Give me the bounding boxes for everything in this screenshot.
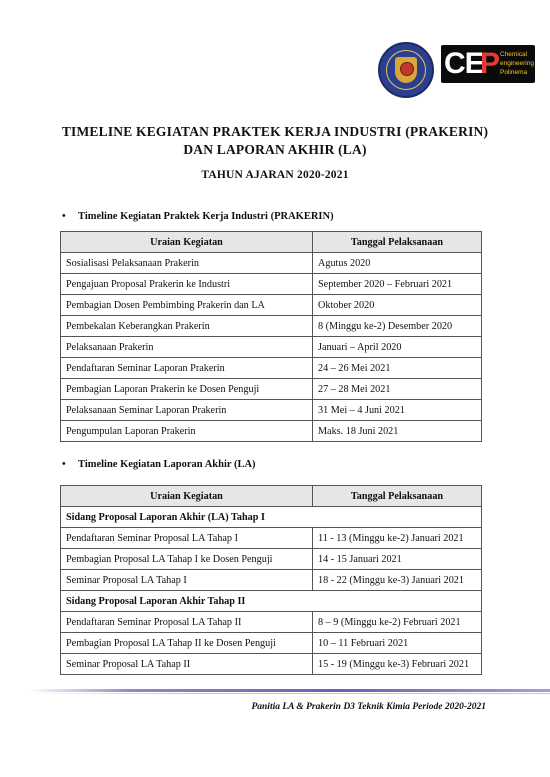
column-header-date: Tanggal Pelaksanaan bbox=[313, 486, 482, 507]
cep-logo-p: P bbox=[480, 47, 501, 80]
bullet-icon: • bbox=[62, 211, 66, 222]
date-cell: 27 – 28 Mei 2021 bbox=[313, 379, 482, 400]
table-header-row bbox=[61, 232, 482, 253]
table-row bbox=[61, 528, 482, 549]
activity-cell: Pendaftaran Seminar Proposal LA Tahap II bbox=[61, 612, 313, 633]
date-cell: 8 (Minggu ke-2) Desember 2020 bbox=[313, 316, 482, 337]
section-heading-la bbox=[62, 459, 256, 470]
section-heading-text: Timeline Kegiatan Laporan Akhir (LA) bbox=[78, 459, 256, 470]
polinema-seal-icon bbox=[378, 42, 434, 98]
column-header-date: Tanggal Pelaksanaan bbox=[313, 232, 482, 253]
activity-cell: Pelaksanaan Prakerin bbox=[61, 337, 313, 358]
document-title-line-1: TIMELINE KEGIATAN PRAKTEK KERJA INDUSTRI (PRAKERIN) bbox=[61, 124, 489, 139]
date-cell: Oktober 2020 bbox=[313, 295, 482, 316]
table-row bbox=[61, 654, 482, 675]
date-cell: Agutus 2020 bbox=[313, 253, 482, 274]
table-row bbox=[61, 400, 482, 421]
section-heading-prakerin bbox=[62, 211, 334, 222]
page-footer: Panitia LA & Prakerin D3 Teknik Kimia Periode 2020-2021 bbox=[251, 702, 486, 712]
cep-logo-ce: CE bbox=[444, 47, 484, 80]
cep-logo bbox=[441, 45, 535, 83]
document-title-line-2: DAN LAPORAN AKHIR (LA) bbox=[183, 142, 367, 157]
column-header-activity: Uraian Kegiatan bbox=[61, 232, 313, 253]
bullet-icon: • bbox=[62, 459, 66, 470]
table-row bbox=[61, 633, 482, 654]
cep-logo-tagline bbox=[500, 50, 534, 77]
table-row bbox=[61, 379, 482, 400]
activity-cell: Pendaftaran Seminar Laporan Prakerin bbox=[61, 358, 313, 379]
activity-cell: Pengumpulan Laporan Prakerin bbox=[61, 421, 313, 442]
activity-cell: Pembekalan Keberangkan Prakerin bbox=[61, 316, 313, 337]
table-row bbox=[61, 295, 482, 316]
column-header-activity: Uraian Kegiatan bbox=[61, 486, 313, 507]
group-title-cell: Sidang Proposal Laporan Akhir (LA) Tahap I bbox=[61, 507, 482, 528]
date-cell: 14 - 15 Januari 2021 bbox=[313, 549, 482, 570]
activity-cell: Pengajuan Proposal Prakerin ke Industri bbox=[61, 274, 313, 295]
seal-gear-icon bbox=[400, 62, 414, 76]
cep-tag-line-1: Chemical bbox=[500, 51, 528, 58]
table-row bbox=[61, 358, 482, 379]
activity-cell: Pembagian Proposal LA Tahap II ke Dosen Penguji bbox=[61, 633, 313, 654]
activity-cell: Pembagian Proposal LA Tahap I ke Dosen Penguji bbox=[61, 549, 313, 570]
document-subtitle-year: TAHUN AJARAN 2020-2021 bbox=[201, 169, 349, 181]
activity-cell: Pelaksanaan Seminar Laporan Prakerin bbox=[61, 400, 313, 421]
la-timeline-table bbox=[60, 485, 482, 675]
table-row bbox=[61, 549, 482, 570]
date-cell: 11 - 13 (Minggu ke-2) Januari 2021 bbox=[313, 528, 482, 549]
table-header-row bbox=[61, 486, 482, 507]
activity-cell: Seminar Proposal LA Tahap I bbox=[61, 570, 313, 591]
date-cell: September 2020 – Februari 2021 bbox=[313, 274, 482, 295]
activity-cell: Pendaftaran Seminar Proposal LA Tahap I bbox=[61, 528, 313, 549]
date-cell: 24 – 26 Mei 2021 bbox=[313, 358, 482, 379]
table-group-row bbox=[61, 507, 482, 528]
group-title-cell: Sidang Proposal Laporan Akhir Tahap II bbox=[61, 591, 482, 612]
date-cell: 15 - 19 (Minggu ke-3) Februari 2021 bbox=[313, 654, 482, 675]
date-cell: 18 - 22 (Minggu ke-3) Januari 2021 bbox=[313, 570, 482, 591]
date-cell: 10 – 11 Februari 2021 bbox=[313, 633, 482, 654]
section-heading-text: Timeline Kegiatan Praktek Kerja Industri (PRAKERIN) bbox=[78, 211, 334, 222]
activity-cell: Sosialisasi Pelaksanaan Prakerin bbox=[61, 253, 313, 274]
table-row bbox=[61, 274, 482, 295]
activity-cell: Pembagian Dosen Pembimbing Prakerin dan LA bbox=[61, 295, 313, 316]
cep-tag-line-2: engineering bbox=[500, 60, 534, 67]
table-row bbox=[61, 570, 482, 591]
date-cell: Maks. 18 Juni 2021 bbox=[313, 421, 482, 442]
footer-divider bbox=[28, 689, 550, 692]
date-cell: 8 – 9 (Minggu ke-2) Februari 2021 bbox=[313, 612, 482, 633]
activity-cell: Seminar Proposal LA Tahap II bbox=[61, 654, 313, 675]
cep-tag-line-3: Polinema bbox=[500, 69, 528, 76]
date-cell: 31 Mei – 4 Juni 2021 bbox=[313, 400, 482, 421]
prakerin-timeline-table bbox=[60, 231, 482, 442]
table-row bbox=[61, 253, 482, 274]
table-row bbox=[61, 316, 482, 337]
table-group-row bbox=[61, 591, 482, 612]
table-row bbox=[61, 612, 482, 633]
activity-cell: Pembagian Laporan Prakerin ke Dosen Penguji bbox=[61, 379, 313, 400]
footer-divider-thin bbox=[28, 693, 550, 694]
table-row bbox=[61, 421, 482, 442]
table-row bbox=[61, 337, 482, 358]
date-cell: Januari – April 2020 bbox=[313, 337, 482, 358]
